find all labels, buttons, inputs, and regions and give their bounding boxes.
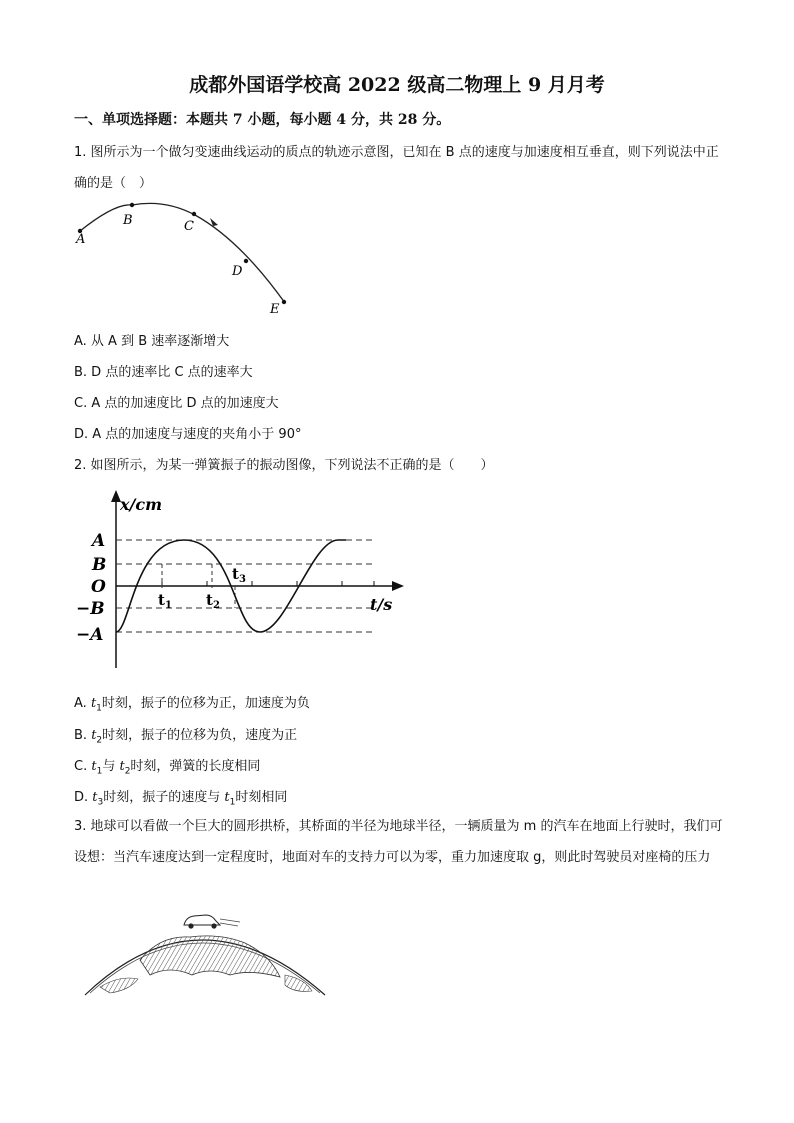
- q2-option-b: B. $t_2$时刻，振子的位移为负，速度为正: [74, 728, 298, 746]
- label-d: D: [232, 264, 243, 279]
- q1-option-b: B. D 点的速率比 C 点的速率大: [74, 365, 253, 380]
- q1-stem: 1. 图所示为一个做匀变速曲线运动的质点的轨迹示意图，已知在 B 点的速度与加速度相互垂直，则下列说法中正确的是（ ）: [74, 145, 719, 191]
- q2-option-a: A. $t_1$时刻，振子的位移为正，加速度为负: [74, 696, 310, 714]
- point-d: [244, 259, 248, 263]
- point-e: [282, 300, 286, 304]
- q1-option-d: D. A 点的加速度与速度的夹角小于 90°: [74, 427, 302, 442]
- y-tick-o: O: [91, 577, 106, 597]
- label-e: E: [270, 302, 280, 317]
- label-a: A: [76, 232, 86, 247]
- point-b: [130, 203, 134, 207]
- q2-option-d: D. $t_3$时刻，振子的速度与 $t_1$时刻相同: [74, 790, 288, 808]
- t2-label: $t_2$: [206, 591, 220, 611]
- y-tick-a: A: [92, 531, 106, 551]
- point-c: [192, 212, 196, 216]
- y-tick-neg-b: −B: [76, 599, 105, 619]
- q1-trajectory-figure: [70, 195, 300, 320]
- y-tick-b: B: [92, 555, 107, 575]
- q3-stem: 3. 地球可以看做一个巨大的圆形拱桥，其桥面的半径为地球半径，一辆质量为 m 的汽车在地面上行驶时，我们可设想：当汽车速度达到一定程度时，地面对车的支持力可以为零，重力加速度取 g，则此时驾驶员对座椅的压力: [74, 819, 723, 865]
- t3-label: $t_3$: [232, 565, 246, 585]
- car-icon: [184, 915, 240, 929]
- trajectory-curve: [80, 203, 285, 303]
- q3-earth-car-figure: [80, 905, 330, 1000]
- q2-stem: 2. 如图所示，为某一弹簧振子的振动图像，下列说法不正确的是（ ）: [74, 458, 494, 473]
- x-axis-arrow-icon: [392, 581, 404, 591]
- page-title: 成都外国语学校高 2022 级高二物理上 9 月月考: [189, 74, 605, 96]
- label-c: C: [184, 219, 194, 234]
- q1-option-a: A. 从 A 到 B 速率逐渐增大: [74, 334, 230, 349]
- continent-shape: [140, 936, 280, 977]
- q1-option-c: C. A 点的加速度比 D 点的加速度大: [74, 396, 279, 411]
- section-heading: 一、单项选择题：本题共 7 小题，每小题 4 分，共 28 分。: [74, 112, 451, 128]
- y-axis-label: x/cm: [120, 495, 163, 514]
- q2-option-c: C. $t_1$与 $t_2$时刻，弹簧的长度相同: [74, 759, 261, 777]
- t1-label: $t_1$: [158, 591, 172, 611]
- q2-vibration-graph: [74, 488, 414, 678]
- y-tick-neg-a: −A: [76, 625, 104, 645]
- label-b: B: [123, 213, 133, 228]
- x-axis-label: t/s: [370, 595, 393, 614]
